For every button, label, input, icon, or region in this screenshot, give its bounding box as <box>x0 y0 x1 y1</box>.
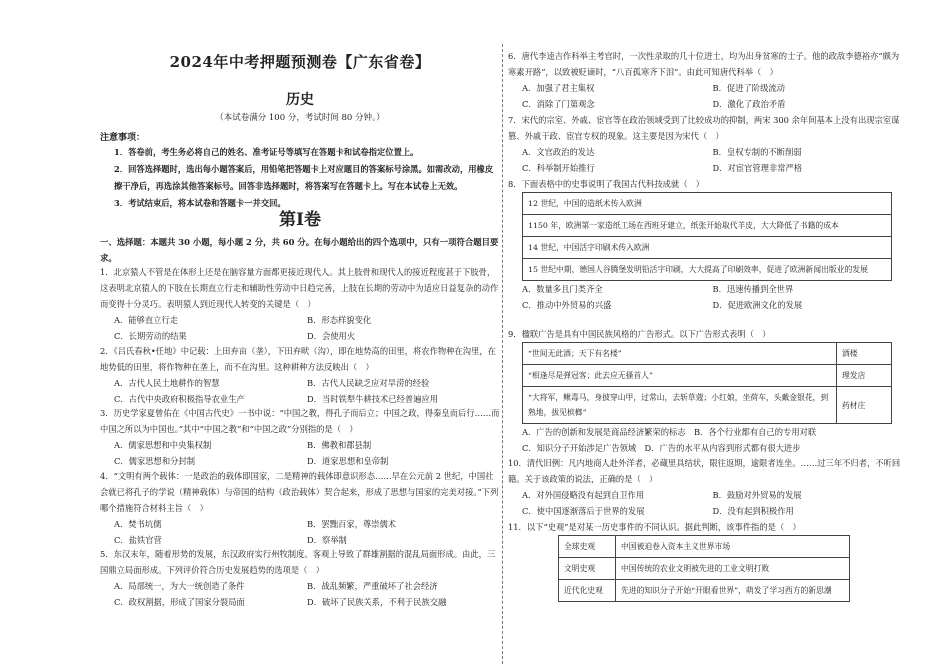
perspective-name: 文明史观 <box>559 558 616 580</box>
question-11 <box>508 519 903 602</box>
table-row <box>523 343 892 365</box>
option-c[interactable]: C．知识分子开始涉足广告领域 <box>522 443 637 453</box>
question-11-table <box>558 535 850 602</box>
perspective-view: 中国传统的农业文明被先进的工业文明打败 <box>616 558 850 580</box>
option-b[interactable]: B．战乱频繁，严重破坏了社会经济 <box>307 581 438 591</box>
option-d[interactable]: D．道家思想和皇帝制 <box>307 456 389 466</box>
options <box>508 80 903 112</box>
left-column <box>100 0 500 672</box>
notice-list <box>114 144 500 212</box>
perspective-view: 中国被迫卷入资本主义世界市场 <box>616 536 850 558</box>
table-cell: 14 世纪，中国活字印刷术传入欧洲 <box>523 237 892 259</box>
question-stem: 9．楹联广告是具有中国民族风格的广告形式。以下广告形式表明（ ） <box>508 329 771 339</box>
question-6 <box>508 48 903 112</box>
time-note: （本试卷满分 100 分，考试时间 80 分钟。） <box>215 113 385 123</box>
option-d[interactable]: D．对宦官管理非常严格 <box>712 163 803 173</box>
option-c[interactable]: C．科举制开始推行 <box>522 163 595 173</box>
notice-heading: 注意事项： <box>100 133 146 143</box>
question-stem: 7．宋代的宗室、外戚、宦官等在政治领域受到了比较成功的抑制，两宋 300 余年间基本上没有出现宗室谋篡、外戚干政、宦官专权的现象。这主要是因为宋代（ ） <box>508 115 900 141</box>
options <box>100 312 500 344</box>
option-a[interactable]: A．对外国侵略没有起到自卫作用 <box>522 490 645 500</box>
column-divider <box>502 44 503 664</box>
options <box>508 424 903 456</box>
shop-type: 药材庄 <box>837 387 892 424</box>
option-b[interactable]: B．形态样貌变化 <box>307 315 372 325</box>
option-d[interactable]: D．会使用火 <box>307 331 356 341</box>
table-row <box>523 365 892 387</box>
option-d[interactable]: D．没有起到积极作用 <box>712 506 794 516</box>
option-a[interactable]: A．局部统一，为大一统创造了条件 <box>114 581 245 591</box>
subject-title: 历史 <box>286 92 314 108</box>
option-c-d[interactable] <box>522 440 903 456</box>
question-stem: 8．下面表格中的史事说明了我国古代科技成就（ ） <box>508 179 705 189</box>
table-row <box>559 536 850 558</box>
question-stem: 4．“文明有两个载体：一是政治的载体即国家，二是精神的载体即意识形态……早在公元前 2 世纪，中国社会就已将孔子的学说（精神载体）与帝国的结构（政治载体）契合起来，形成了思想与国家的完美对接。”下列哪个措施符合材料主旨（ ） <box>100 471 499 513</box>
option-d[interactable]: D．促进欧洲文化的发展 <box>712 300 803 310</box>
option-b[interactable]: B．古代人民缺乏应对旱涝的经验 <box>307 378 430 388</box>
option-d[interactable]: D．破坏了民族关系，不利于民族交融 <box>307 597 447 607</box>
perspective-name: 近代化史观 <box>559 580 616 602</box>
question-9-table <box>522 342 892 424</box>
shop-type: 理发店 <box>837 365 892 387</box>
option-a[interactable]: A．古代人民土地耕作的智慧 <box>114 378 220 388</box>
table-row <box>523 193 892 215</box>
question-stem: 11．以下“史观”是对某一历史事件的不同认识。据此判断，该事件指的是（ ） <box>508 522 801 532</box>
couplet-text: “世间无此酒；天下有名楼” <box>523 343 837 365</box>
option-b[interactable]: B．佛教和郡县制 <box>307 440 372 450</box>
option-a[interactable]: A．文官政治的发达 <box>522 147 595 157</box>
options <box>100 516 500 548</box>
options <box>100 578 500 610</box>
question-10 <box>508 455 903 519</box>
option-b[interactable]: B．迅速传播到全世界 <box>712 284 794 294</box>
question-1 <box>100 264 500 344</box>
question-stem: 5．东汉末年，随着形势的发展，东汉政府实行州牧制度。客观上导致了群雄割据的混乱局面形成。由此，三国鼎立局面形成。下列评价符合历史发展趋势的选项是（ ） <box>100 549 496 575</box>
option-d[interactable]: D．广告的水平从内容到形式都有很大进步 <box>644 443 801 453</box>
question-2 <box>100 343 500 407</box>
question-stem: 1．北京猿人不管是在体形上还是在脑容量方面都更接近现代人。其上肢骨和现代人的接近程度甚于下肢骨，这表明北京猿人的下肢在长期直立行走和辅助性劳动中日趋完善，上肢在长期的劳动中为适应日益复杂的动作而变得十分灵巧。表明猿人到近现代人转变的关键是（ ） <box>100 267 499 309</box>
couplet-text: “大将军，鳅毒马，身披穿山甲，过常山，去斩草蔻；小红娘，坐荷车，头戴金银花，到熟地，拔见槟榔” <box>523 387 837 424</box>
option-d[interactable]: D．察举制 <box>307 535 347 545</box>
option-c[interactable]: C．盐铁官营 <box>114 535 162 545</box>
table-row <box>523 387 892 424</box>
question-stem: 6．唐代李逵吉作科举主考官时，一次性录取的几十位进士，均为出身贫寒的士子。他的政敌李德裕亦“颇为寒素开路”，以致被贬谪时，“八百孤寒齐下泪”。由此可知唐代科举（ ） <box>508 51 900 77</box>
options <box>100 437 500 469</box>
option-b[interactable]: B．促进了阶级流动 <box>712 83 785 93</box>
shop-type: 酒楼 <box>837 343 892 365</box>
question-3 <box>100 405 500 469</box>
notice-item: 2．回答选择题时，选出每小题答案后，用铅笔把答题卡上对应题目的答案标号涂黑。如需改动，用橡皮擦干净后，再选涂其他答案标号。回答非选择题时，将答案写在答题卡上。写在本试卷上无效。 <box>114 164 494 191</box>
option-d[interactable]: D．当时铁犁牛耕技术已经普遍应用 <box>307 394 439 404</box>
option-c[interactable]: C．长期劳动的结果 <box>114 331 187 341</box>
question-stem: 2．《吕氏春秋•任地》中记载：上田弃亩（垄），下田弃畎（沟），即在地势高的田里，将农作物种在沟里，在地势低的田里，将作物种在垄上，而不在沟里。这种耕种方法反映出（ ） <box>100 346 496 372</box>
right-column <box>508 0 903 672</box>
option-a[interactable]: A．能够直立行走 <box>114 315 179 325</box>
table-row <box>523 237 892 259</box>
couplet-text: “相逢尽是弹冠客；此去应无搔首人” <box>523 365 837 387</box>
question-7 <box>508 112 903 176</box>
table-row <box>523 215 892 237</box>
question-4 <box>100 468 500 548</box>
options <box>508 144 903 176</box>
table-row <box>523 259 892 281</box>
question-stem: 3．历史学家夏曾佑在《中国古代史》一书中说：“中国之教，得孔子而后立；中国之政，得秦皇而后行……而中国之所以为中国也。”其中“中国之教”和“中国之政”分别指的是（ ） <box>100 408 500 434</box>
question-5 <box>100 546 500 610</box>
volume-title: 第Ⅰ卷 <box>279 210 321 230</box>
option-a[interactable]: A．儒家思想和中央集权制 <box>114 440 212 450</box>
option-b[interactable]: B．皇权专制的不断削弱 <box>712 147 802 157</box>
perspective-name: 全球史观 <box>559 536 616 558</box>
option-b[interactable]: B．鼓励对外贸易的发展 <box>712 490 802 500</box>
table-cell: 15 世纪中期，德国人谷腾堡发明铅活字印刷，大大提高了印刷效率，促进了欧洲新闻出版业的发展 <box>523 259 892 281</box>
table-cell: 12 世纪，中国的造纸术传入欧洲 <box>523 193 892 215</box>
table-row <box>559 580 850 602</box>
options <box>100 375 500 407</box>
question-9 <box>508 326 903 456</box>
option-c[interactable]: C．消除了门第观念 <box>522 99 595 109</box>
option-c[interactable]: C．儒家思想和分封制 <box>114 456 196 466</box>
option-a[interactable]: A．加强了君主集权 <box>522 83 595 93</box>
option-a[interactable]: A．广告的创新和发展是商品经济繁荣的标志 <box>522 427 686 437</box>
option-b[interactable]: B．各个行业都有自己的专用对联 <box>693 427 817 437</box>
option-a[interactable]: A．数量多且门类齐全 <box>522 284 603 294</box>
table-cell: 1150 年，欧洲第一家造纸工场在西班牙建立，纸张开始取代羊皮，大大降低了书籍的成本 <box>523 215 892 237</box>
notice-item: 1．答卷前，考生务必将自己的姓名、准考证号等填写在答题卡和试卷指定位置上。 <box>114 147 419 157</box>
options <box>508 281 903 313</box>
perspective-view: 先进的知识分子开始“开眼看世界”，萌发了学习西方的新思潮 <box>616 580 850 602</box>
option-b[interactable]: B．罢黜百家，尊崇儒术 <box>307 519 397 529</box>
option-c[interactable]: C．使中国逐渐落后于世界的发展 <box>522 506 645 516</box>
notice-item: 3．考试结束后，将本试卷和答题卡一并交回。 <box>114 198 286 208</box>
option-d[interactable]: D．激化了政治矛盾 <box>712 99 786 109</box>
option-c[interactable]: C．推动中外贸易的兴盛 <box>522 300 612 310</box>
option-a[interactable]: A．焚书坑儒 <box>114 519 162 529</box>
question-stem: 10．清代旧例：凡内地商人赴外洋者，必蔵里具结状，限往返期，逾限者连坐。……过三年不归者，不听回籍。关于该政策的说法，正确的是（ ） <box>508 458 901 484</box>
question-8 <box>508 176 903 313</box>
options <box>508 487 903 519</box>
exam-title: 2024年中考押题预测卷【广东省卷】 <box>169 53 431 71</box>
section-heading: 一、选择题：本题共 30 小题，每小题 2 分，共 60 分。在每小题给出的四个选项中，只有一项符合题目要求。 <box>100 237 499 263</box>
option-c[interactable]: C．政权割据，形成了国家分裂局面 <box>114 597 245 607</box>
question-8-table <box>522 192 892 281</box>
option-c[interactable]: C．古代中央政府积极指导农业生产 <box>114 394 245 404</box>
option-a-b[interactable] <box>522 424 903 440</box>
table-row <box>559 558 850 580</box>
